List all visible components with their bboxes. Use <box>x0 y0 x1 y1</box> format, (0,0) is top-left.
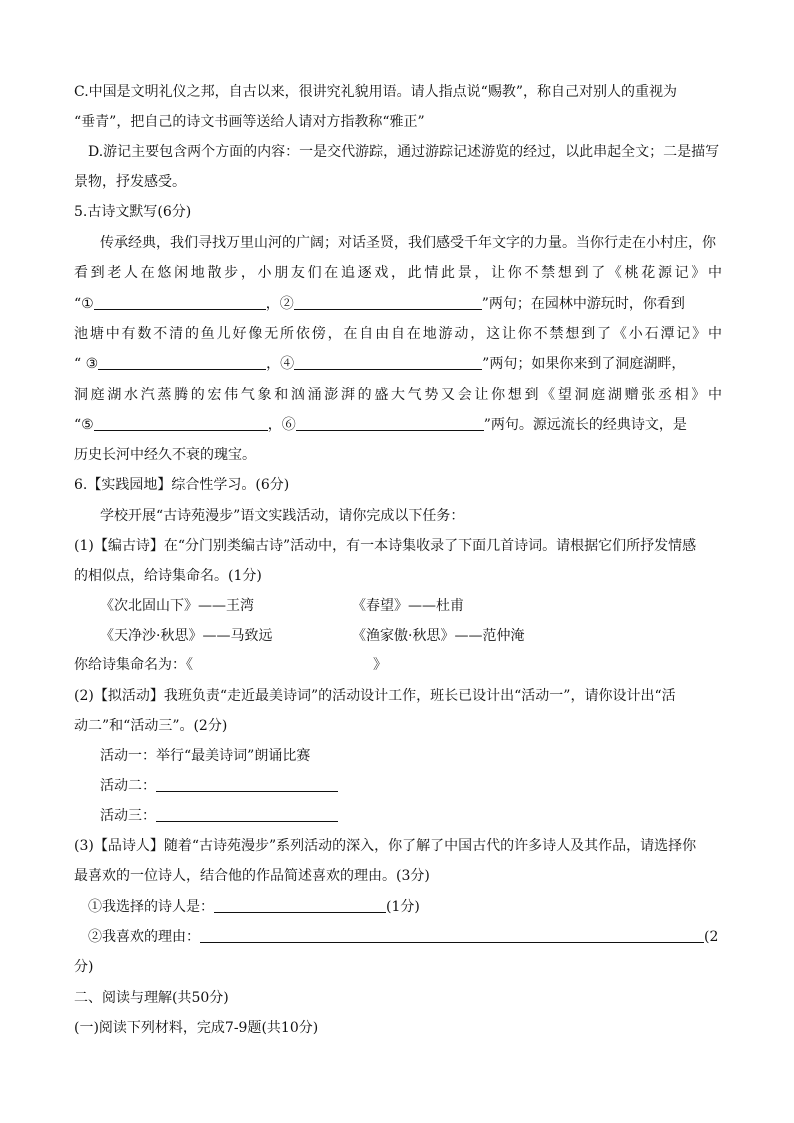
option-c-line1: C.中国是文明礼仪之邦，自古以来，很讲究礼貌用语。请人指点说“赐教”，称自己对别人的重视为 <box>74 84 677 100</box>
q5-blank2-line[interactable] <box>294 295 482 310</box>
choose-poet-score: (1分) <box>386 899 420 915</box>
activity-2-blank[interactable] <box>156 777 338 792</box>
reason-label: ②我喜欢的理由： <box>88 929 200 945</box>
q6-sub1-line2: 的相似点，给诗集命名。(1分) <box>74 568 262 584</box>
q5-blank5-label: “⑤ <box>74 417 94 433</box>
q5-blank1-line[interactable] <box>94 295 266 310</box>
q5-blank-row3-tail: ”两句。源远流长的经典诗文，是 <box>483 417 687 433</box>
q5-blank3-label: “ ③ <box>74 356 99 372</box>
q5-blank-row2-tail: ”两句；如果你来到了洞庭湖畔， <box>482 356 686 372</box>
poem-2: 《春望》——杜甫 <box>352 598 464 614</box>
q5-blank-row1 <box>74 294 724 314</box>
poem-1: 《次北固山下》——王湾 <box>100 598 254 614</box>
q5-blank4-label: ，④ <box>266 356 295 372</box>
reason-score: (2 <box>704 929 719 945</box>
q6-sub2-line2: 动二”和“活动三”。(2分) <box>74 718 228 734</box>
activity-3-row <box>100 806 750 826</box>
poem-4: 《渔家傲·秋思》——范仲淹 <box>352 628 525 644</box>
option-d-line1: D.游记主要包含两个方面的内容：一是交代游踪，通过游踪记述游览的经过，以此串起全文；二是描写 <box>88 144 720 160</box>
q6-sub2-line1: (2)【拟活动】我班负责“走近最美诗词”的活动设计工作，班长已设计出“活动一”，请你设计出“活 <box>74 688 676 704</box>
q6-sub1-line1: (1)【编古诗】在“分门别类编古诗”活动中，有一本诗集收录了下面几首诗词。请根据它们所抒发情感 <box>74 538 697 554</box>
q5-blank-row2 <box>74 354 724 374</box>
q5-heading: 5.古诗文默写(6分) <box>74 204 192 220</box>
poem-3: 《天净沙·秋思》——马致远 <box>100 628 273 644</box>
activity-1: 活动一：举行“最美诗词”朗诵比赛 <box>100 748 311 764</box>
q5-para-line2: 看到老人在悠闲地散步，小朋友们在追逐戏，此情此景，让你不禁想到了《桃花源记》中 <box>74 265 722 281</box>
reason-score-cont: 分) <box>74 959 94 975</box>
collection-name-label: 你给诗集命名为：《 <box>74 657 193 673</box>
q5-blank4-line[interactable] <box>294 355 482 370</box>
section2-heading: 二、阅读与理解(共50分) <box>74 990 229 1006</box>
choose-poet-blank[interactable] <box>214 898 386 913</box>
q5-para-line1: 传承经典，我们寻找万里山河的广阔；对话圣贤，我们感受千年文字的力量。当你行走在小村庄，你 <box>100 235 716 251</box>
q5-blank5-line[interactable] <box>94 416 268 431</box>
q5-para-line4: 池塘中有数不清的鱼儿好像无所依傍，在自由自在地游动，这让你不禁想到了《小石潭记》中 <box>74 326 722 342</box>
q6-intro: 学校开展“古诗苑漫步”语文实践活动，请你完成以下任务： <box>100 508 465 524</box>
activity-2-row <box>100 776 750 796</box>
q5-blank-row1-tail: ”两句；在园林中游玩时，你看到 <box>481 296 685 312</box>
reason-row <box>88 927 738 947</box>
activity-3-blank[interactable] <box>156 807 338 822</box>
q6-sub3-line2: 最喜欢的一位诗人，结合他的作品简述喜欢的理由。(3分) <box>74 868 430 884</box>
q6-sub3-line1: (3)【品诗人】随着“古诗苑漫步”系列活动的深入，你了解了中国古代的许多诗人及其作品，请选择你 <box>74 838 697 854</box>
choose-poet-label: ①我选择的诗人是： <box>88 899 214 915</box>
collection-name-close: 》 <box>373 657 387 673</box>
q6-heading: 6.【实践园地】综合性学习。(6分) <box>74 477 290 493</box>
q5-blank6-label: ，⑥ <box>267 417 296 433</box>
q5-blank2-label: ，② <box>265 296 294 312</box>
activity-3-label: 活动三： <box>100 808 156 824</box>
reason-blank[interactable] <box>200 928 704 943</box>
q5-blank3-line[interactable] <box>98 355 266 370</box>
collection-name-row <box>74 655 724 675</box>
choose-poet-row <box>88 897 738 917</box>
q5-para-line8: 历史长河中经久不衰的瑰宝。 <box>74 447 256 463</box>
q5-blank-row3 <box>74 415 724 435</box>
q5-para-line6: 洞庭湖水汽蒸腾的宏伟气象和汹涌澎湃的盛大气势又会让你想到《望洞庭湖赠张丞相》中 <box>74 387 722 403</box>
option-d-line2: 景物，抒发感受。 <box>74 174 186 190</box>
q5-blank6-line[interactable] <box>296 416 484 431</box>
section2-subheading: (一)阅读下列材料，完成7-9题(共10分) <box>74 1020 319 1036</box>
q5-blank1-label: “① <box>74 296 94 312</box>
option-c-line2: “垂青”，把自己的诗文书画等送给人请对方指教称“雅正” <box>74 114 425 130</box>
activity-2-label: 活动二： <box>100 778 156 794</box>
